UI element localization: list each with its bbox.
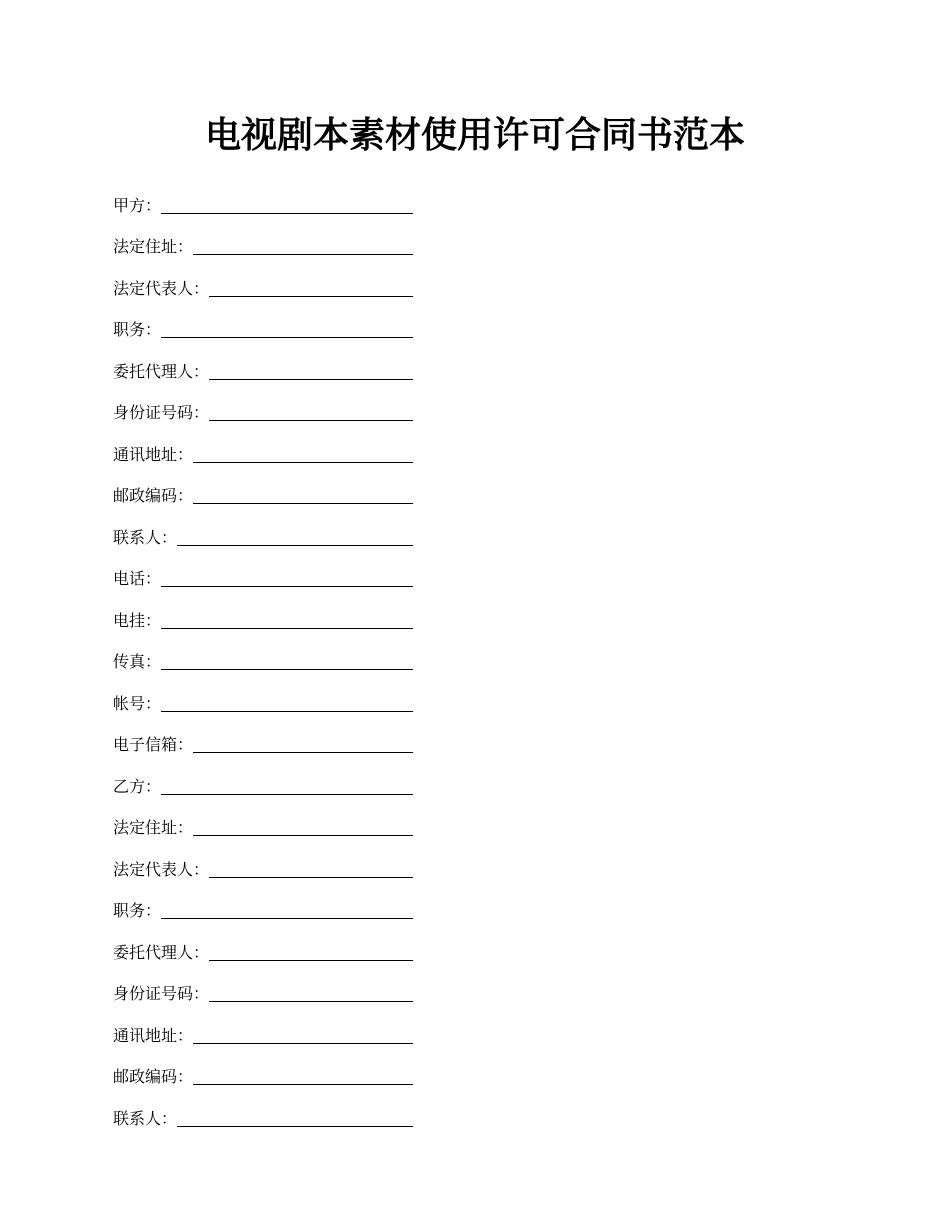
blank-underline [193, 835, 413, 836]
blank-underline [161, 213, 413, 214]
field-mailing-address [113, 1008, 413, 1050]
field-label: 通讯地址： [113, 444, 194, 464]
field-position [113, 303, 413, 345]
field-phone [113, 552, 413, 594]
field-id-number [113, 967, 413, 1009]
field-authorized-agent [113, 925, 413, 967]
blank-underline [193, 462, 413, 463]
contract-party-fields [113, 178, 413, 1133]
field-label: 乙方： [113, 776, 162, 796]
blank-underline [209, 379, 413, 380]
blank-underline [161, 669, 413, 670]
field-telegraph [113, 593, 413, 635]
fill-in-blank [209, 275, 413, 303]
blank-underline [161, 628, 413, 629]
fill-in-blank [209, 358, 413, 386]
field-label: 法定住址： [113, 818, 194, 837]
field-label: 电挂： [113, 610, 162, 630]
fill-in-blank [161, 648, 413, 676]
field-account [113, 676, 413, 718]
fill-in-blank [193, 814, 413, 842]
field-label: 委托代理人： [113, 942, 210, 962]
blank-underline [161, 918, 413, 919]
field-label: 联系人： [113, 527, 178, 547]
field-label: 身份证号码： [113, 403, 210, 422]
fill-in-blank [161, 565, 413, 593]
fill-in-blank [193, 233, 413, 261]
blank-underline [193, 1084, 413, 1085]
field-label: 邮政编码： [113, 486, 194, 505]
blank-underline [209, 1001, 413, 1002]
field-mailing-address [113, 427, 413, 469]
field-email [113, 718, 413, 760]
field-id-number [113, 386, 413, 428]
fill-in-blank [193, 1063, 413, 1091]
fill-in-blank [209, 856, 413, 884]
fill-in-blank [161, 773, 413, 801]
blank-underline [209, 960, 413, 961]
field-label: 法定代表人： [113, 859, 210, 879]
blank-underline [209, 296, 413, 297]
field-legal-representative [113, 261, 413, 303]
field-label: 法定代表人： [113, 278, 210, 298]
field-label: 甲方： [113, 195, 162, 215]
fill-in-blank [177, 1105, 413, 1133]
fill-in-blank [193, 482, 413, 510]
fill-in-blank [209, 980, 413, 1008]
fill-in-blank [161, 607, 413, 635]
field-party-b [113, 759, 413, 801]
fill-in-blank [193, 1022, 413, 1050]
field-label: 法定住址： [113, 237, 194, 256]
field-fax [113, 635, 413, 677]
fill-in-blank [177, 524, 413, 552]
blank-underline [161, 337, 413, 338]
blank-underline [193, 254, 413, 255]
fill-in-blank [161, 897, 413, 925]
field-label: 联系人： [113, 1108, 178, 1128]
field-legal-representative [113, 842, 413, 884]
field-party-a [113, 178, 413, 220]
fill-in-blank [161, 690, 413, 718]
field-label: 委托代理人： [113, 361, 210, 381]
field-label: 电子信箱： [113, 735, 194, 754]
blank-underline [193, 752, 413, 753]
field-label: 职务： [113, 901, 162, 920]
field-label: 身份证号码： [113, 984, 210, 1003]
field-label: 传真： [113, 652, 162, 671]
fill-in-blank [161, 192, 413, 220]
field-postal-code [113, 1050, 413, 1092]
field-contact-person [113, 510, 413, 552]
field-label: 电话： [113, 569, 162, 588]
blank-underline [161, 586, 413, 587]
fill-in-blank [193, 441, 413, 469]
fill-in-blank [209, 939, 413, 967]
field-label: 通讯地址： [113, 1025, 194, 1045]
blank-underline [177, 1126, 413, 1127]
blank-underline [209, 420, 413, 421]
fill-in-blank [161, 316, 413, 344]
field-label: 帐号： [113, 693, 162, 713]
field-contact-person [113, 1091, 413, 1133]
field-label: 邮政编码： [113, 1067, 194, 1086]
fill-in-blank [193, 731, 413, 759]
blank-underline [161, 794, 413, 795]
field-authorized-agent [113, 344, 413, 386]
document-title: 电视剧本素材使用许可合同书范本 [204, 115, 745, 156]
blank-underline [177, 545, 413, 546]
blank-underline [161, 711, 413, 712]
fill-in-blank [209, 399, 413, 427]
field-postal-code [113, 469, 413, 511]
blank-underline [193, 503, 413, 504]
field-label: 职务： [113, 320, 162, 339]
field-legal-address [113, 220, 413, 262]
blank-underline [193, 1043, 413, 1044]
blank-underline [209, 877, 413, 878]
field-position [113, 884, 413, 926]
field-legal-address [113, 801, 413, 843]
